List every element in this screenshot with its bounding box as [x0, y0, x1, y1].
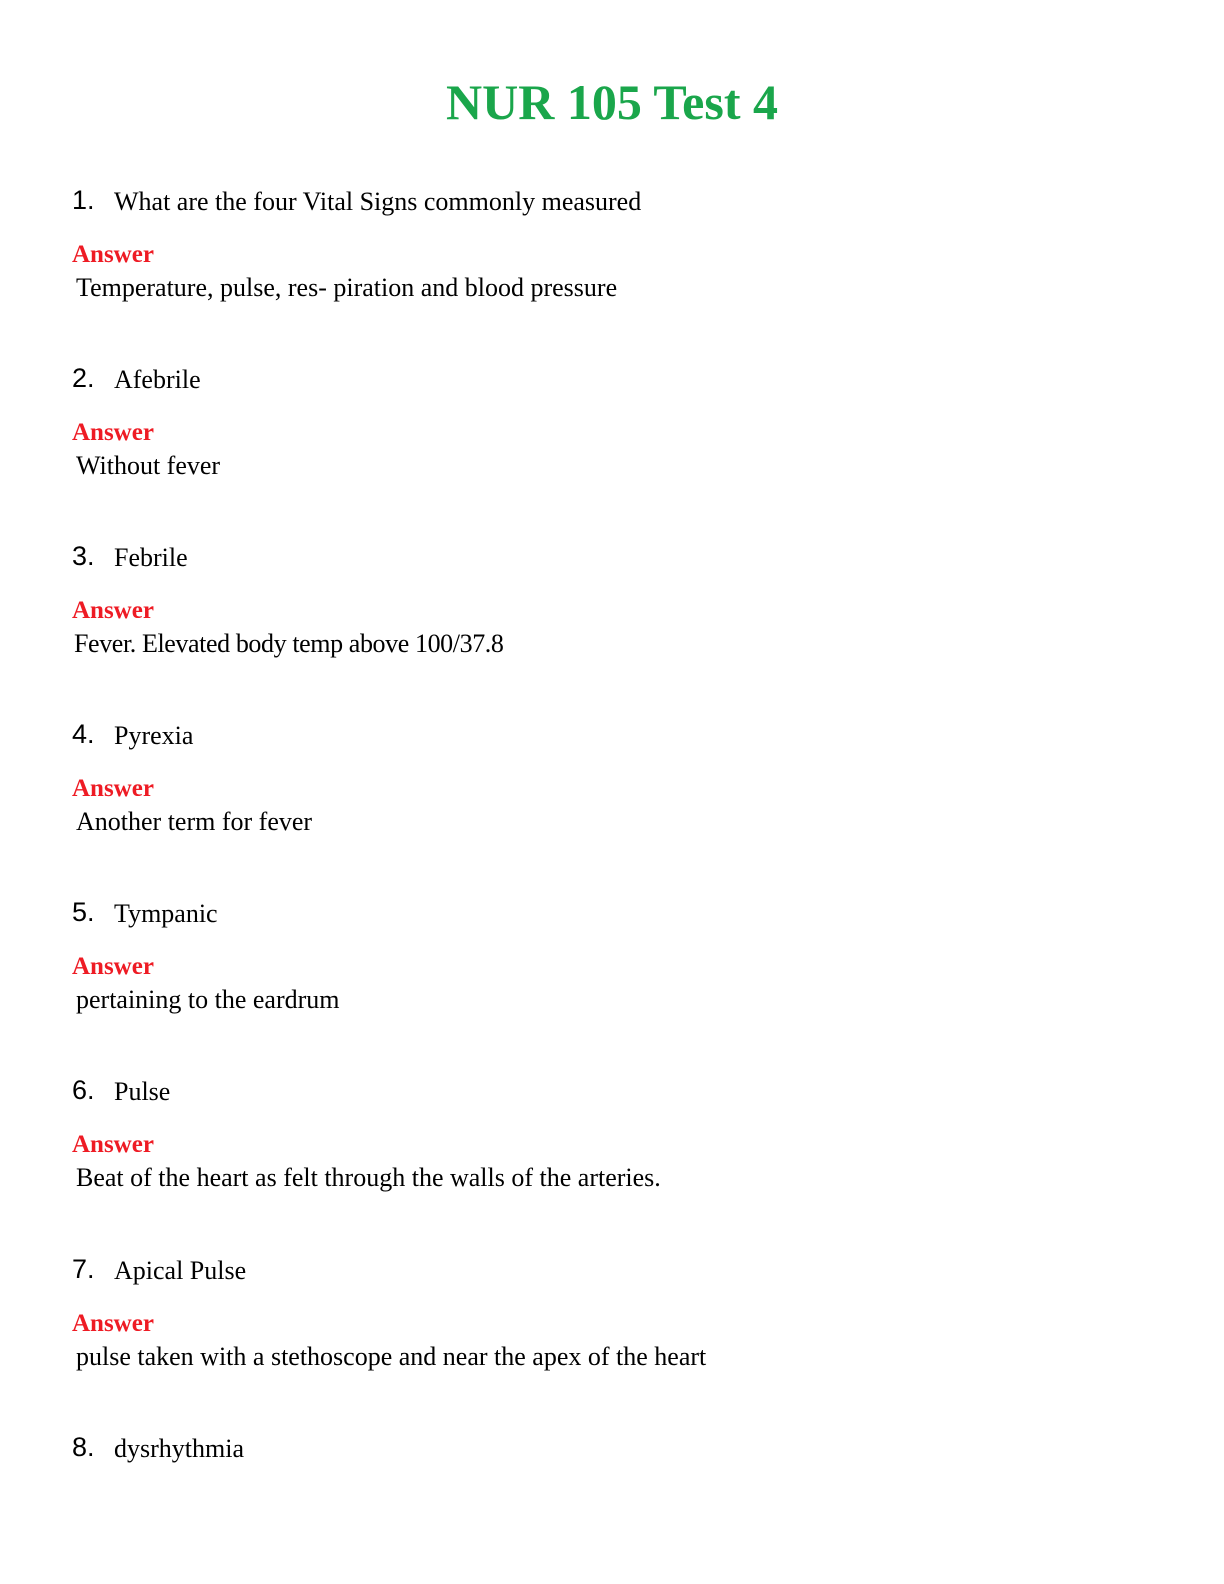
- answer-label: Answer: [72, 953, 154, 980]
- answer-text: Temperature, pulse, res- piration and blood pressure: [76, 273, 618, 302]
- answer-text: Beat of the heart as felt through the walls of the arteries.: [76, 1163, 661, 1192]
- question-text: Pulse: [114, 1077, 171, 1106]
- answer-text: pertaining to the eardrum: [76, 985, 340, 1014]
- answer-label: Answer: [72, 241, 154, 268]
- question-number: 4.: [72, 719, 95, 749]
- page-title: NUR 105 Test 4: [446, 74, 778, 130]
- answer-text: pulse taken with a stethoscope and near the apex of the heart: [76, 1342, 707, 1371]
- question-text: Pyrexia: [114, 721, 194, 750]
- answer-label: Answer: [72, 775, 154, 802]
- question-number: 1.: [72, 185, 95, 215]
- answer-text: Fever. Elevated body temp above 100/37.8: [74, 629, 504, 658]
- question-number: 5.: [72, 897, 95, 927]
- answer-label: Answer: [72, 1310, 154, 1337]
- question-text: Apical Pulse: [114, 1256, 247, 1285]
- question-number: 8.: [72, 1432, 95, 1462]
- question-number: 3.: [72, 541, 95, 571]
- question-text: Febrile: [114, 543, 188, 572]
- question-number: 6.: [72, 1075, 95, 1105]
- answer-text: Another term for fever: [76, 807, 313, 836]
- question-text: dysrhythmia: [114, 1434, 244, 1463]
- answer-text: Without fever: [76, 451, 221, 480]
- question-text: What are the four Vital Signs commonly measured: [114, 187, 642, 216]
- answer-label: Answer: [72, 597, 154, 624]
- question-text: Afebrile: [114, 365, 201, 394]
- question-number: 2.: [72, 363, 95, 393]
- answer-label: Answer: [72, 1131, 154, 1158]
- answer-label: Answer: [72, 419, 154, 446]
- question-text: Tympanic: [114, 899, 218, 928]
- question-number: 7.: [72, 1254, 95, 1284]
